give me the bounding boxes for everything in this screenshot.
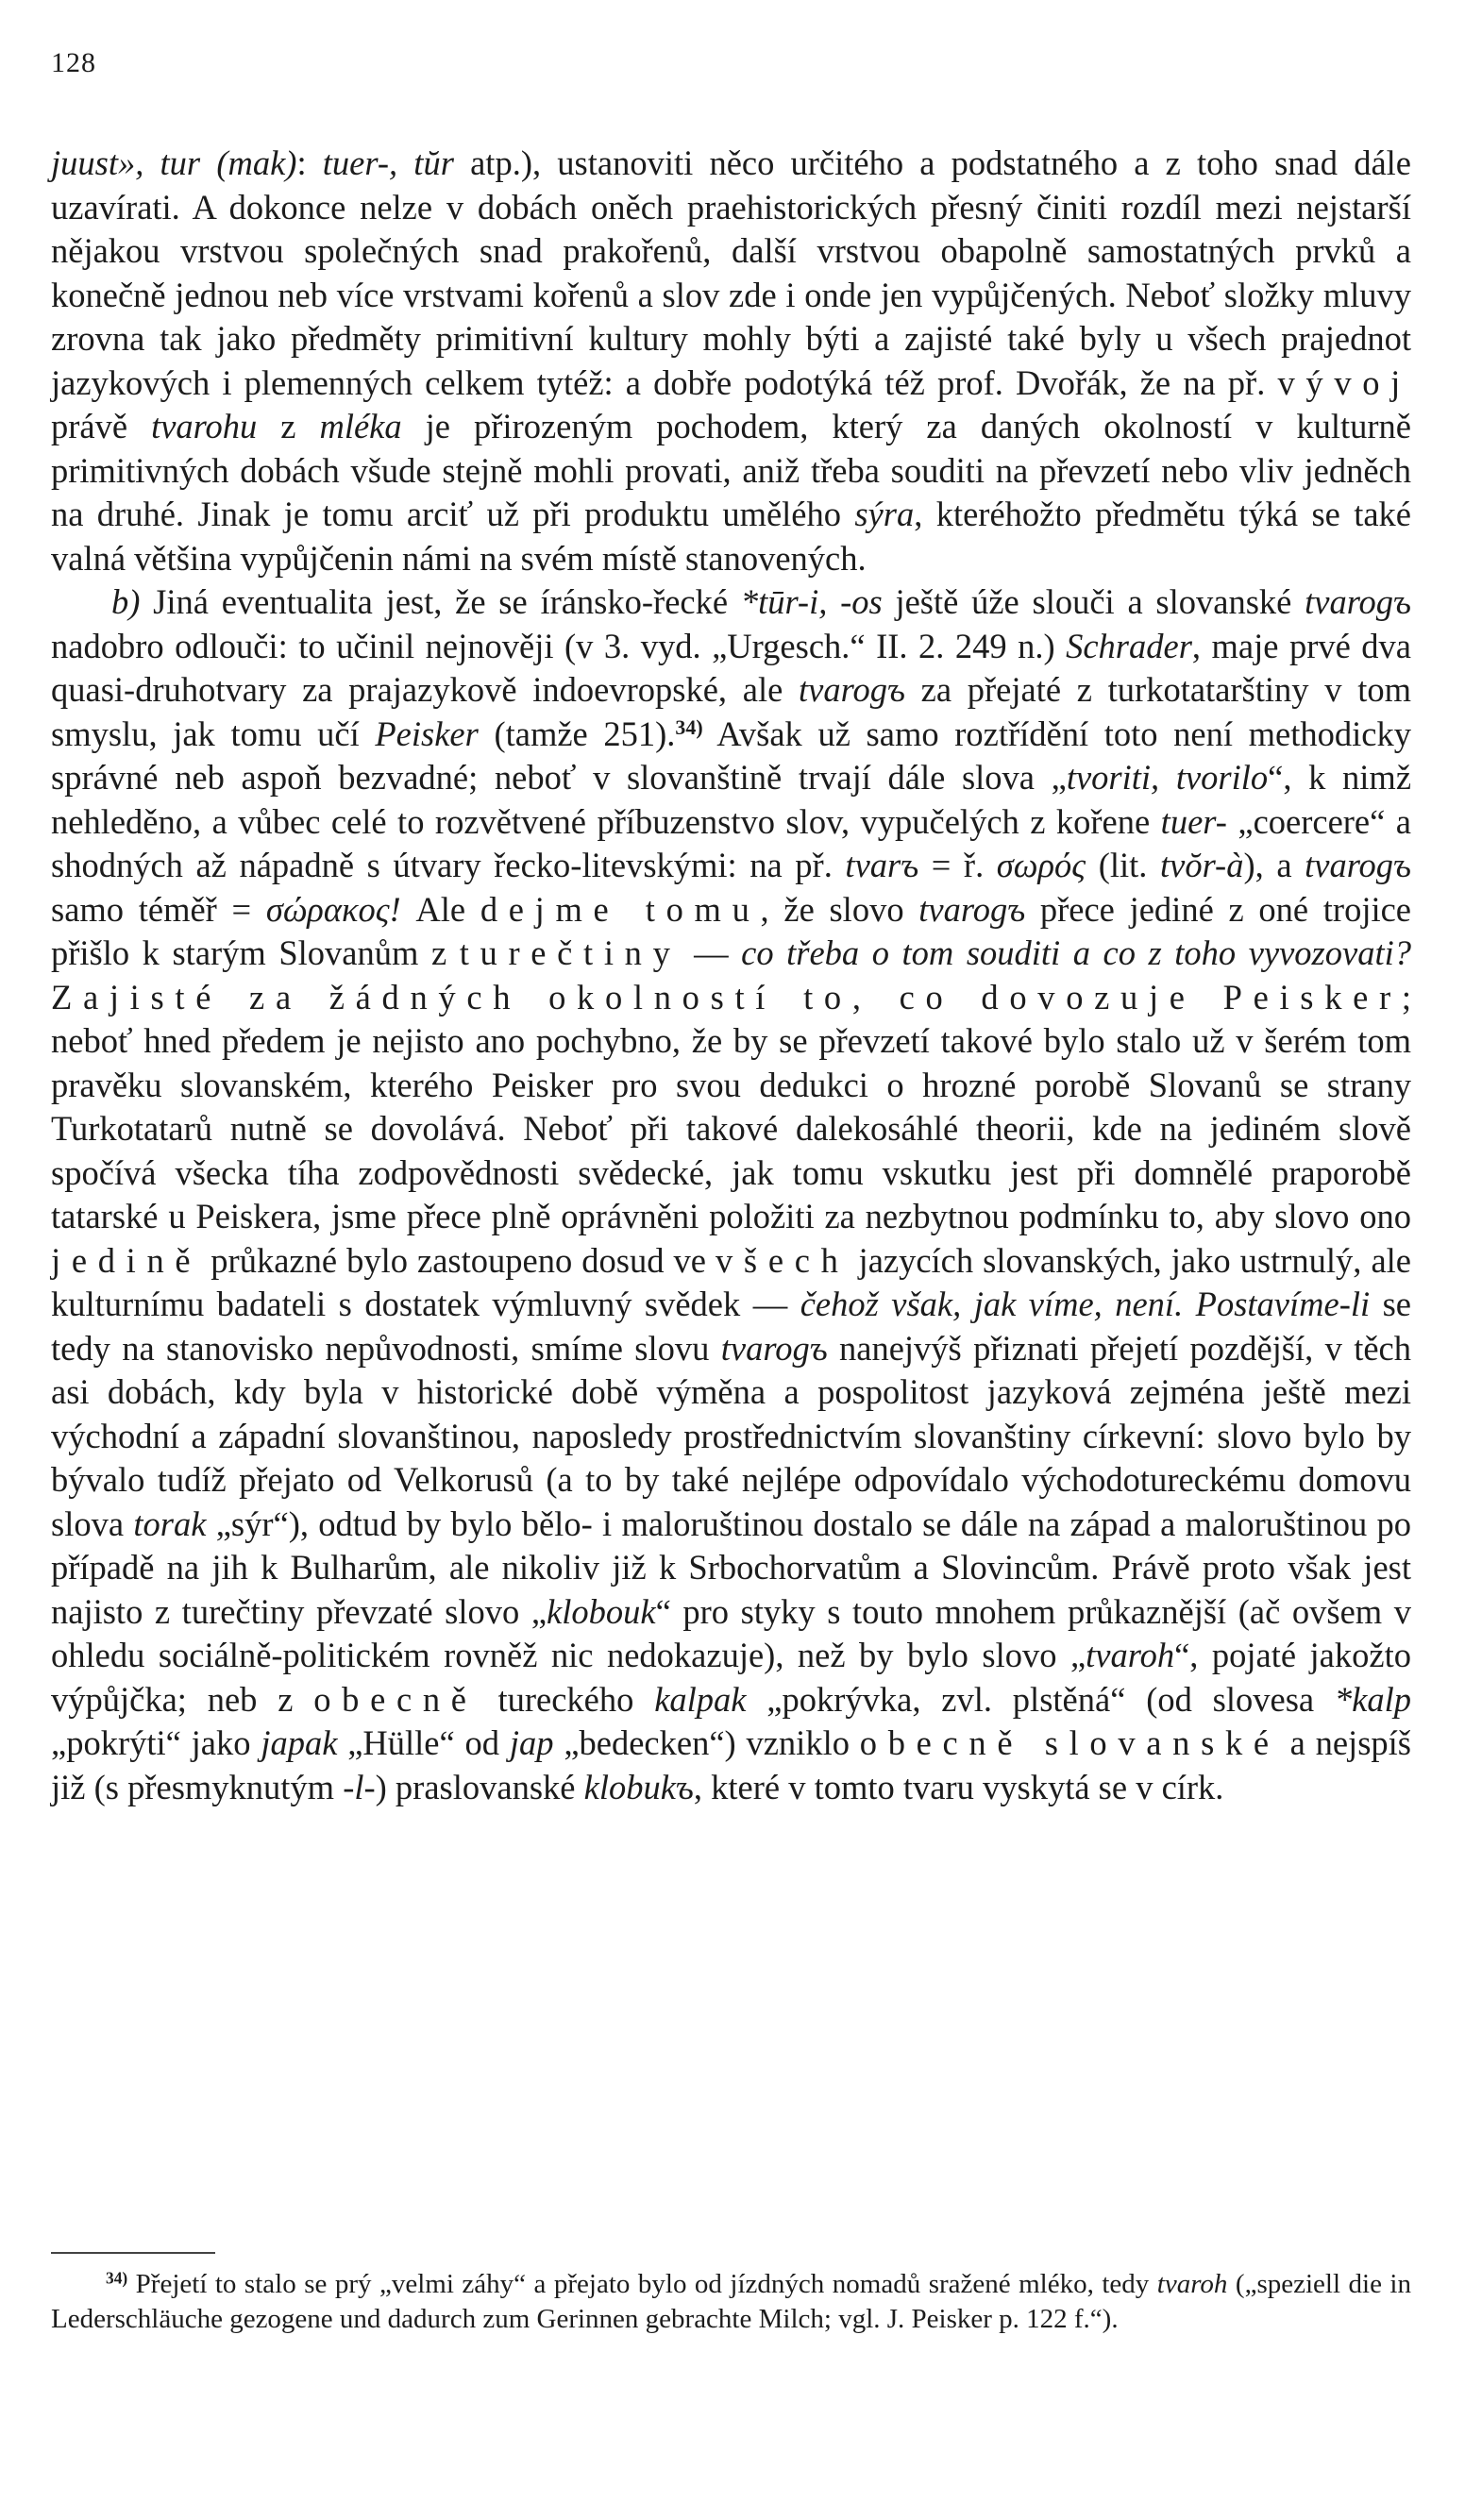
text-run: Avšak už samo roztřídění toto není methodicky správné neb aspoň bezvadné; neboť v slovanštině trvají dále slova „ [51, 714, 1411, 797]
italic-run: tvaroh [1156, 2269, 1228, 2299]
italic-run: klobouk [547, 1591, 656, 1631]
text-run: “, pojaté jakožto výpůjčka; neb z [51, 1636, 1411, 1719]
text-run: , které v tomto tvaru vyskytá se v círk. [693, 1767, 1224, 1806]
spaced-emphasis: vývoj [1277, 362, 1411, 402]
italic-run: klobukъ [583, 1767, 694, 1806]
text-run: průkazné bylo zastoupeno dosud ve [201, 1240, 716, 1280]
text-run: („speziell die in Lederschläuche gezogene und dadurch zum Gerinnen gebrachte Milch; vgl. J. Peisker p. 122 f.“). [51, 2269, 1411, 2334]
italic-run: sýra [854, 495, 915, 533]
text-run: „sýr“), odtud by bylo bělo- i maloruštinou dostalo se dále na západ a maloruštinou po případě na jih k Bulharům, ale nikoliv již k Srbochorvatům a Slovincům. Právě proto však jest najisto z turečtiny převzaté slovo „ [51, 1504, 1412, 1631]
text-run: ), a [1243, 846, 1305, 884]
footnote-divider [51, 2252, 215, 2254]
paragraph [51, 580, 1411, 1809]
italic-run: tvarъ [845, 846, 919, 884]
text-run: = ř. [918, 846, 997, 884]
text-run: (tamže 251). [478, 714, 676, 753]
italic-run: Peisker [375, 714, 479, 753]
text-run: právě [51, 407, 152, 445]
italic-run: kalpak [654, 1679, 747, 1719]
italic-run: mléka [319, 407, 402, 445]
italic-run: co třeba o tom souditi a co z toho vyvozovati? [741, 933, 1411, 972]
spaced-emphasis: obecně slovanské [859, 1723, 1280, 1762]
italic-run: torak [133, 1504, 207, 1543]
spaced-emphasis: dejme tomu [480, 889, 761, 929]
footnotes [51, 2267, 1411, 2337]
italic-run: *tūr-i, -os [740, 582, 883, 621]
italic-run: -l- [343, 1767, 376, 1806]
text-run: Přejetí to stalo se prý „velmi záhy“ a přejato bylo od jízdných nomadů sražené mléko, tedy [127, 2269, 1157, 2299]
text-run: atp.), ustanoviti něco určitého a podstatného a z toho snad dále uzavírati. A dokonce nelze v dobách oněch praehistorických přesný činiti rozdíl mezi nejstarší nějakou vrstvou společných snad prakořenů, další vrstvou obapolně samostatných prvků a konečně jednou neb více vrstvami kořenů a slov zde i onde jen vypůjčených. Neboť složky mluvy zrovna tak jako předměty primitivní kultury mohly býti a zajisté také byly u všech prajednot jazykových i plemenných celkem tytéž: a dobře podotýká též prof. Dvořák, že na př. [51, 143, 1411, 402]
text-run: „pokrýti“ jako [51, 1723, 261, 1762]
italic-run: tvoriti, tvorilo [1066, 758, 1269, 797]
text-run: ) praslovanské [375, 1767, 584, 1806]
spaced-emphasis: jedině [51, 1240, 202, 1280]
text-run: ; neboť hned předem je nejisto ano pochybno, že by se převzetí takové bylo stalo už v šerém tom pravěku slovanském, kterého Peisker pro svou dedukci o hrozné porobě Slovanů se strany Turkotatarů nutně se dovolává. Neboť při takové dalekosáhlé theorii, kde na jediném slově spočívá všecka tíha zodpovědnosti svědecké, jak tomu vskutku jest při domnělé praporobě tatarské u Peiskera, jsme přece plně oprávněni položiti za nezbytnou podmínku to, aby slovo ono [51, 977, 1411, 1235]
spaced-emphasis: turečtiny [459, 933, 682, 972]
italic-run: b) [111, 582, 141, 621]
italic-run: tvarohu [151, 407, 258, 445]
text-run: : [296, 143, 323, 182]
italic-run: tvarogъ [918, 889, 1026, 929]
italic-run: tuer- [1160, 801, 1227, 841]
italic-run: čehož však, jak víme, není. Postavíme-li [800, 1285, 1371, 1323]
page-number: 128 [51, 47, 96, 78]
text-run: tureckého [477, 1679, 655, 1719]
text-run: z [257, 407, 320, 445]
text-run: jazycích slovanských, jako ustrnulý, ale kulturnímu badateli s dostatek výmluvný svědek — [51, 1240, 1412, 1323]
text-run: nanejvýš přiznati přejetí pozdější, v těch asi dobách, kdy byla v historické době výměna a pospolitost jazyková zejména ještě mezi východní a západní slovanštinou, naposledy prostřednictvím slovanštiny církevní: slovo bylo by bývalo tudíž přejato od Velkorusů (a to by také nejlépe odpovídalo východotureckému domovu slova [51, 1328, 1411, 1543]
text-run: , kteréhožto předmětu týká se také valná většina vypůjčenin námi na svém místě stanovených. [51, 495, 1411, 578]
spaced-emphasis: všech [716, 1240, 850, 1280]
text-run: “ pro styky s touto mnohem průkaznější (ač ovšem v ohledu sociálně-politickém rovněž nic nedokazuje), než by bylo slovo „ [51, 1591, 1412, 1674]
text-run: (lit. [1086, 846, 1160, 884]
text-run: za přejaté z turkotatarštiny v tom smyslu, jak tomu učí [51, 670, 1412, 753]
footnote-marker: 34) [675, 714, 703, 739]
text-run: Jiná eventualita jest, že se íránsko-řecké [140, 582, 741, 621]
italic-run: σωρός [996, 846, 1086, 884]
footnote [51, 2267, 1411, 2337]
italic-run: tvŏr-à [1159, 846, 1244, 884]
main-text [51, 142, 1411, 1809]
italic-run: juust», tur (mak) [51, 143, 297, 182]
italic-run: *kalp [1334, 1679, 1411, 1719]
text-run: „Hülle“ od [337, 1723, 510, 1762]
italic-run: japak [261, 1723, 338, 1762]
spaced-emphasis: Zajisté za žádných okolností to, co dovozuje Peisker [51, 977, 1402, 1016]
spaced-emphasis: obecně [313, 1679, 478, 1719]
text-run: „coercere“ a shodných až nápadně s útvary řecko-litevskými: na př. [51, 801, 1411, 884]
text-run: „pokrývka, zvl. plstěná“ (od slovesa [746, 1679, 1335, 1719]
text-run: přece jediné z oné trojice přišlo k starým Slovanům z [51, 889, 1411, 972]
italic-run: tvaroh [1086, 1636, 1175, 1674]
text-run: a nejspíš již (s přesmyknutým [51, 1723, 1411, 1806]
italic-run: tuer-, tŭr [322, 143, 454, 182]
text-run: „bedecken“) vzniklo [553, 1723, 860, 1762]
text-run: samo téměř = [51, 889, 266, 929]
text-run: , maje prvé dva quasi-druhotvary za prajazykově indoevropské, ale [51, 626, 1411, 709]
italic-run: tvarogъ [1305, 846, 1411, 884]
text-run: — [681, 933, 742, 972]
text-run: je přirozeným pochodem, který za daných okolností v kulturně primitivných dobách všude stejně mohli provati, aniž třeba souditi na převzetí nebo vliv jedněch na druhé. Jinak je tomu arciť už při produktu umělého [51, 407, 1411, 533]
italic-run: σώρακος! [265, 889, 401, 929]
text-run: nadobro odlouči: to učinil nejnověji (v 3. vyd. „Urgesch.“ II. 2. 249 n.) [51, 626, 1067, 665]
italic-run: tvarogъ [799, 670, 905, 709]
text-run: ještě úže slouči a slovanské [882, 582, 1305, 621]
text-run: , že slovo [760, 889, 919, 929]
paragraph [51, 142, 1411, 580]
footnote-marker: 34) [106, 2268, 128, 2288]
italic-run: jap [509, 1723, 554, 1762]
text-run: se tedy na stanovisko nepůvodnosti, smíme slovu [51, 1285, 1411, 1368]
italic-run: tvarogъ [1305, 582, 1411, 621]
italic-run: tvarogъ [720, 1328, 828, 1368]
italic-run: Schrader [1066, 626, 1192, 665]
text-run: “, k nimž nehleděno, a vůbec celé to rozvětvené příbuzenstvo slov, vypučelých z kořene [51, 758, 1412, 841]
text-run: Ale [400, 889, 480, 929]
